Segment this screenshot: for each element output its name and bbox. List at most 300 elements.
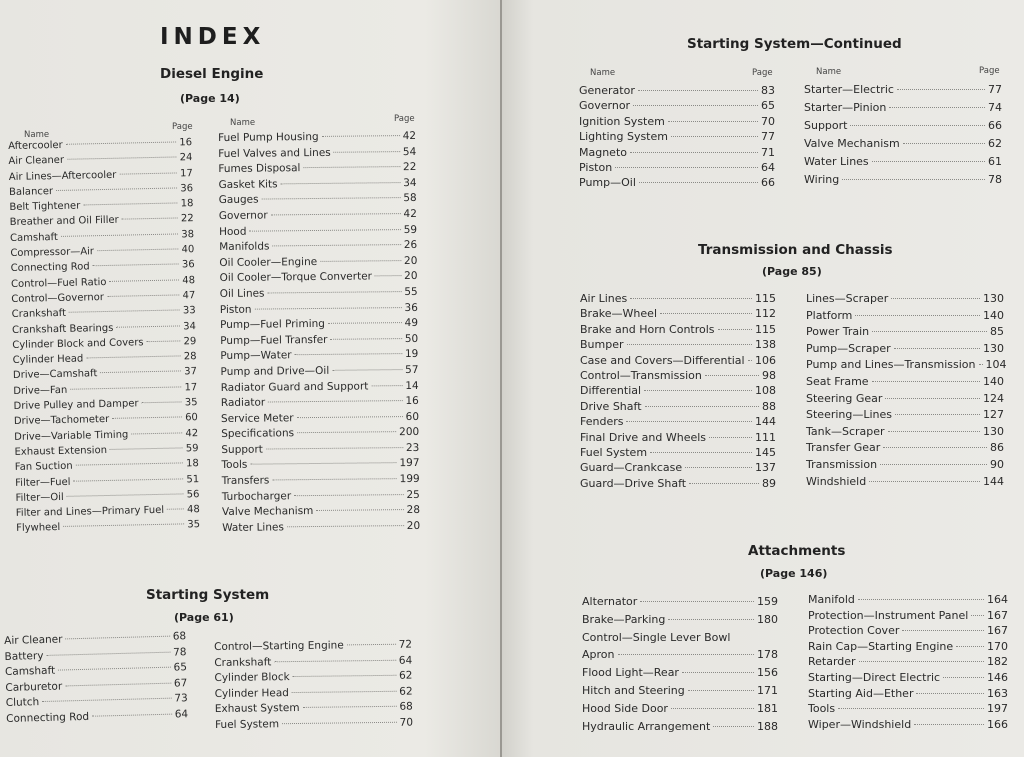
entry-page: 104 <box>985 358 1007 372</box>
index-entry <box>16 517 200 536</box>
dot-leader <box>375 275 401 276</box>
dot-leader <box>883 447 987 448</box>
entry-page: 65 <box>173 661 188 674</box>
dot-leader <box>63 524 184 528</box>
entry-page: 85 <box>990 325 1004 339</box>
entry-page: 197 <box>399 457 420 470</box>
dot-leader <box>272 244 400 246</box>
entry-name: Magneto <box>579 145 627 159</box>
index-entry <box>808 639 1008 655</box>
entry-name: Water Lines <box>804 155 869 168</box>
entry-name: Rain Cap—Starting Engine <box>808 639 954 653</box>
entry-page: 197 <box>987 702 1008 716</box>
entry-name: Drive Pulley and Damper <box>13 398 139 412</box>
dot-leader <box>630 152 758 153</box>
dot-leader <box>872 331 987 332</box>
entry-name: Support <box>804 119 848 132</box>
index-entry <box>580 414 776 429</box>
entry-name: Starting Aid—Ether <box>808 686 914 700</box>
entry-page: 66 <box>761 176 775 190</box>
index-entry <box>806 308 1004 325</box>
dot-leader <box>943 677 984 678</box>
entry-name: Fenders <box>580 415 624 429</box>
dot-leader <box>86 356 181 359</box>
entry-name: Carburetor <box>5 680 63 694</box>
entry-page: 47 <box>182 290 196 302</box>
index-entry <box>582 664 778 682</box>
entry-page: 62 <box>399 685 413 698</box>
dot-leader <box>660 313 752 314</box>
entry-name: Tools <box>221 459 248 472</box>
entry-name: Apron <box>582 648 615 662</box>
dot-leader <box>46 651 170 655</box>
dot-leader <box>903 143 985 144</box>
entry-page: 182 <box>987 655 1008 669</box>
entry-page: 106 <box>755 353 776 367</box>
entry-page: 20 <box>403 254 418 267</box>
entry-name: Differential <box>580 384 642 398</box>
index-title: INDEX <box>160 24 266 50</box>
name-header: Name <box>816 67 842 77</box>
transmission-column-2 <box>806 291 1007 490</box>
index-entry <box>806 374 1004 391</box>
entry-page: 22 <box>402 161 417 174</box>
dot-leader <box>266 447 403 449</box>
index-entry <box>808 654 1008 670</box>
entry-page: 115 <box>755 322 776 336</box>
dot-leader <box>618 654 755 655</box>
index-entry <box>808 686 1008 702</box>
index-entry <box>582 593 778 611</box>
entry-name: Fumes Disposal <box>218 162 301 176</box>
dot-leader <box>107 294 180 297</box>
entry-page: 20 <box>406 519 421 532</box>
index-entry <box>582 700 778 718</box>
entry-page: 180 <box>757 612 778 626</box>
entry-page: 77 <box>988 83 1002 96</box>
entry-page: 40 <box>181 244 195 256</box>
index-entry <box>580 306 776 321</box>
index-entry <box>6 707 188 727</box>
dot-leader <box>67 157 177 160</box>
entry-name: Governor <box>218 209 268 222</box>
entry-page: 24 <box>179 152 193 164</box>
entry-name: Governor <box>579 99 631 113</box>
dot-leader <box>615 167 758 168</box>
dot-leader <box>627 344 752 345</box>
entry-name: Balancer <box>9 185 54 198</box>
index-entry <box>804 99 1002 117</box>
entry-page: 33 <box>182 305 196 317</box>
dot-leader <box>671 136 758 137</box>
dot-leader <box>142 401 182 403</box>
dot-leader <box>131 432 182 434</box>
dot-leader <box>858 599 984 600</box>
entry-name: Transfers <box>221 474 270 488</box>
entry-page: 60 <box>185 412 198 424</box>
entry-page: 18 <box>180 198 194 210</box>
entry-name: Starting—Direct Electric <box>808 670 941 684</box>
index-entry <box>580 291 776 306</box>
dot-leader <box>705 375 759 376</box>
entry-page: 66 <box>988 119 1002 132</box>
entry-name: Hood Side Door <box>582 701 668 715</box>
dot-leader <box>855 315 980 316</box>
entry-name: Control—Governor <box>11 291 105 305</box>
entry-name: Fan Suction <box>14 460 73 474</box>
dot-leader <box>668 619 754 620</box>
entry-page: 145 <box>755 446 776 460</box>
entry-name: Wiring <box>804 173 840 186</box>
entry-name: Specifications <box>221 427 295 441</box>
entry-name: Bumper <box>580 338 624 352</box>
entry-page: 26 <box>403 239 418 252</box>
entry-page: 166 <box>987 717 1008 731</box>
dot-leader <box>320 260 401 262</box>
entry-name: Power Train <box>806 325 870 339</box>
entry-page: 64 <box>761 161 775 175</box>
entry-name: Lines—Scraper <box>806 292 889 305</box>
entry-name: Transfer Gear <box>806 441 881 455</box>
entry-name: Connecting Rod <box>10 261 90 275</box>
entry-page: 35 <box>187 519 201 531</box>
entry-page: 156 <box>757 666 778 680</box>
entry-page: 64 <box>174 708 189 721</box>
entry-page: 38 <box>181 228 195 241</box>
entry-name: Oil Cooler—Engine <box>219 255 318 269</box>
dot-leader <box>971 615 984 616</box>
entry-page: 144 <box>983 474 1004 488</box>
index-entry <box>808 623 1008 639</box>
entry-page: 65 <box>761 99 775 113</box>
dot-leader <box>889 107 985 108</box>
dot-leader <box>119 172 177 174</box>
dot-leader <box>916 693 984 694</box>
entry-name: Fuel System <box>580 446 648 460</box>
entry-page: 20 <box>404 270 418 283</box>
entry-page: 18 <box>185 458 199 470</box>
dot-leader <box>295 353 402 355</box>
entry-page: 17 <box>179 167 193 179</box>
index-entry <box>806 457 1004 474</box>
entry-name: Breather and Oil Filler <box>9 215 119 229</box>
left-page <box>0 0 500 757</box>
entry-name: Case and Covers—Differential <box>580 353 745 367</box>
dot-leader <box>709 437 752 438</box>
entry-name: Hydraulic Arrangement <box>582 719 711 733</box>
entry-page: 170 <box>987 639 1008 653</box>
dot-leader <box>294 494 403 496</box>
index-entry <box>580 430 776 445</box>
entry-name: Camshaft <box>4 664 56 679</box>
entry-name: Gauges <box>218 193 259 207</box>
entry-name: Support <box>221 443 263 456</box>
entry-page: 35 <box>184 397 198 409</box>
entry-page: 25 <box>406 488 420 501</box>
index-entry <box>580 476 776 491</box>
entry-page: 90 <box>990 457 1004 471</box>
entry-name: Final Drive and Wheels <box>580 430 707 444</box>
entry-page: 171 <box>757 683 778 697</box>
entry-name: Compressor—Air <box>10 246 95 260</box>
dot-leader <box>328 322 402 324</box>
starting-continued-column-1 <box>579 83 775 191</box>
name-header: Name <box>24 130 50 140</box>
page-header: Page <box>394 114 415 124</box>
entry-page: 23 <box>405 441 420 454</box>
dot-leader <box>639 182 758 183</box>
entry-name: Steering Gear <box>806 391 883 405</box>
dot-leader <box>267 291 401 293</box>
entry-page: 138 <box>755 338 776 352</box>
entry-name: Drive—Camshaft <box>12 368 98 382</box>
dot-leader <box>287 525 404 527</box>
dot-leader <box>271 213 401 215</box>
dot-leader <box>668 121 758 122</box>
entry-name: Aftercooler <box>8 139 63 152</box>
entry-page: 71 <box>761 145 775 159</box>
entry-page: 200 <box>399 426 420 439</box>
dot-leader <box>262 197 401 199</box>
dot-leader <box>281 182 401 184</box>
entry-page: 19 <box>404 348 419 361</box>
entry-page: 48 <box>186 504 200 516</box>
dot-leader <box>100 371 181 374</box>
dot-leader <box>838 708 984 709</box>
diesel-engine-page-ref: (Page 14) <box>180 92 240 105</box>
diesel-engine-column-2 <box>218 129 420 536</box>
entry-page: 181 <box>757 701 778 715</box>
index-entry <box>582 682 778 700</box>
entry-name: Drive—Tachometer <box>13 414 110 428</box>
entry-name: Clutch <box>5 696 40 710</box>
entry-page: 127 <box>983 408 1004 422</box>
dot-leader <box>371 385 402 386</box>
entry-name: Battery <box>4 649 44 663</box>
entry-page: 48 <box>182 274 196 287</box>
entry-page: 56 <box>186 488 200 501</box>
entry-name: Exhaust System <box>214 702 300 716</box>
index-entry <box>579 175 775 190</box>
entry-page: 111 <box>755 430 776 444</box>
entry-name: Water Lines <box>222 521 284 534</box>
dot-leader <box>626 421 752 422</box>
dot-leader <box>671 708 754 709</box>
dot-leader <box>147 340 181 342</box>
dot-leader <box>713 726 754 727</box>
entry-page: 88 <box>762 399 776 413</box>
dot-leader <box>282 722 397 724</box>
entry-name: Gasket Kits <box>218 178 278 191</box>
page-header: Page <box>752 68 773 78</box>
dot-leader <box>122 218 178 220</box>
entry-page: 83 <box>761 84 775 97</box>
dot-leader <box>249 229 400 232</box>
entry-name: Fuel Valves and Lines <box>218 146 331 160</box>
entry-name: Protection—Instrument Panel <box>808 608 969 622</box>
dot-leader <box>880 464 987 465</box>
index-entry <box>580 460 776 475</box>
entry-page: 163 <box>987 686 1008 700</box>
index-entry <box>804 81 1002 99</box>
entry-page: 36 <box>181 259 195 271</box>
entry-page: 167 <box>987 624 1008 638</box>
index-entry <box>582 718 778 736</box>
dot-leader <box>334 151 400 153</box>
entry-page: 159 <box>757 595 778 608</box>
entry-name: Connecting Rod <box>6 710 90 725</box>
index-entry <box>804 153 1002 171</box>
entry-page: 49 <box>404 317 419 330</box>
dot-leader <box>250 463 396 466</box>
entry-page: 68 <box>399 700 413 714</box>
entry-page: 74 <box>988 101 1002 114</box>
attachments-column-2 <box>808 592 1008 732</box>
dot-leader <box>902 630 984 631</box>
attachments-page-ref: (Page 146) <box>760 567 828 580</box>
entry-name: Control—Single Lever Bowl <box>582 630 731 644</box>
entry-page: 60 <box>405 410 420 423</box>
entry-page: 167 <box>987 608 1008 622</box>
entry-page: 59 <box>185 443 199 455</box>
index-entry <box>580 368 776 383</box>
index-entry <box>806 357 1007 374</box>
dot-leader <box>297 416 403 418</box>
index-entry <box>579 83 775 98</box>
entry-name: Filter—Fuel <box>15 476 71 489</box>
entry-page: 62 <box>399 669 413 682</box>
entry-name: Hood <box>218 225 247 238</box>
dot-leader <box>167 509 184 510</box>
entry-page: 17 <box>184 381 198 394</box>
index-entry <box>806 324 1004 341</box>
index-entry <box>808 608 1008 624</box>
dot-leader <box>76 463 183 466</box>
index-entry <box>580 353 776 368</box>
entry-page: 42 <box>185 427 199 439</box>
entry-name: Wiper—Windshield <box>808 717 912 731</box>
dot-leader <box>73 478 183 481</box>
dot-leader <box>888 431 980 432</box>
entry-name: Flood Light—Rear <box>582 666 679 680</box>
dot-leader <box>330 338 401 340</box>
entry-name: Air Cleaner <box>4 633 63 647</box>
entry-name: Starter—Electric <box>804 83 894 96</box>
index-entry <box>804 171 1002 189</box>
entry-name: Camshaft <box>9 231 58 244</box>
entry-name: Piston <box>219 303 252 316</box>
entry-name: Cylinder Head <box>12 353 84 367</box>
index-entry <box>808 670 1008 686</box>
index-entry <box>222 519 420 537</box>
entry-page: 108 <box>755 384 776 398</box>
entry-name: Seat Frame <box>806 374 869 388</box>
entry-name: Air Lines <box>580 292 628 305</box>
entry-page: 22 <box>180 213 194 225</box>
entry-name: Filter and Lines—Primary Fuel <box>15 504 165 520</box>
entry-name: Control—Transmission <box>580 369 702 383</box>
dot-leader <box>297 431 396 433</box>
entry-page: 36 <box>180 183 194 195</box>
dot-leader <box>638 90 758 91</box>
transmission-page-ref: (Page 85) <box>762 265 822 278</box>
entry-name: Pump—Scraper <box>806 341 891 355</box>
entry-name: Oil Cooler—Torque Converter <box>219 270 373 285</box>
index-entry <box>808 701 1008 717</box>
entry-name: Valve Mechanism <box>804 137 900 150</box>
entry-name: Air Cleaner <box>8 155 65 168</box>
dot-leader <box>303 166 400 168</box>
index-entry <box>579 98 775 113</box>
index-entry <box>579 145 775 160</box>
entry-name: Filter—Oil <box>15 491 64 504</box>
entry-name: Manifolds <box>219 240 270 254</box>
dot-leader <box>682 672 754 673</box>
entry-page: 36 <box>404 301 418 314</box>
entry-name: Service Meter <box>220 411 294 425</box>
entry-name: Radiator Guard and Support <box>220 379 369 394</box>
entry-page: 50 <box>404 332 419 345</box>
index-entry <box>579 160 775 175</box>
dot-leader <box>640 601 754 602</box>
dot-leader <box>83 203 177 206</box>
dot-leader <box>66 141 177 144</box>
attachments-column-1 <box>582 593 778 735</box>
page-header: Page <box>172 122 193 132</box>
entry-page: 57 <box>405 363 419 376</box>
entry-page: 78 <box>988 173 1002 186</box>
transmission-title: Transmission and Chassis <box>698 242 893 258</box>
entry-name: Platform <box>806 308 853 322</box>
dot-leader <box>645 406 759 407</box>
starting-system-page-ref: (Page 61) <box>174 611 234 624</box>
index-entry <box>806 341 1004 358</box>
entry-page: 130 <box>983 292 1004 305</box>
entry-page: 16 <box>179 137 193 149</box>
entry-page: 72 <box>398 638 413 651</box>
entry-page: 164 <box>987 593 1008 606</box>
index-entry <box>579 114 775 129</box>
index-entry <box>582 646 778 664</box>
dot-leader <box>58 667 170 671</box>
dot-leader <box>65 682 171 686</box>
entry-name: Pump and Drive—Oil <box>220 364 330 378</box>
entry-page: 130 <box>983 341 1004 355</box>
entry-name: Brake and Horn Controls <box>580 322 715 336</box>
entry-name: Oil Lines <box>219 287 265 300</box>
entry-page: 89 <box>762 476 776 490</box>
starting-system-column-2 <box>214 638 413 734</box>
name-header: Name <box>590 68 616 78</box>
entry-name: Tank—Scraper <box>806 424 885 438</box>
attachments-title: Attachments <box>748 543 846 559</box>
entry-name: Drive—Variable Timing <box>14 429 129 443</box>
dot-leader <box>685 467 752 468</box>
entry-name: Protection Cover <box>808 624 900 638</box>
dot-leader <box>689 483 759 484</box>
dot-leader <box>116 325 180 327</box>
entry-name: Crankshaft <box>214 655 272 669</box>
dot-leader <box>110 447 183 450</box>
entry-page: 199 <box>399 472 420 486</box>
right-page <box>502 0 1024 757</box>
entry-name: Windshield <box>806 474 867 488</box>
dot-leader <box>748 360 752 361</box>
starting-system-title: Starting System <box>146 587 270 603</box>
entry-page: 59 <box>403 223 418 236</box>
index-entry <box>215 716 413 734</box>
dot-leader <box>61 233 178 236</box>
